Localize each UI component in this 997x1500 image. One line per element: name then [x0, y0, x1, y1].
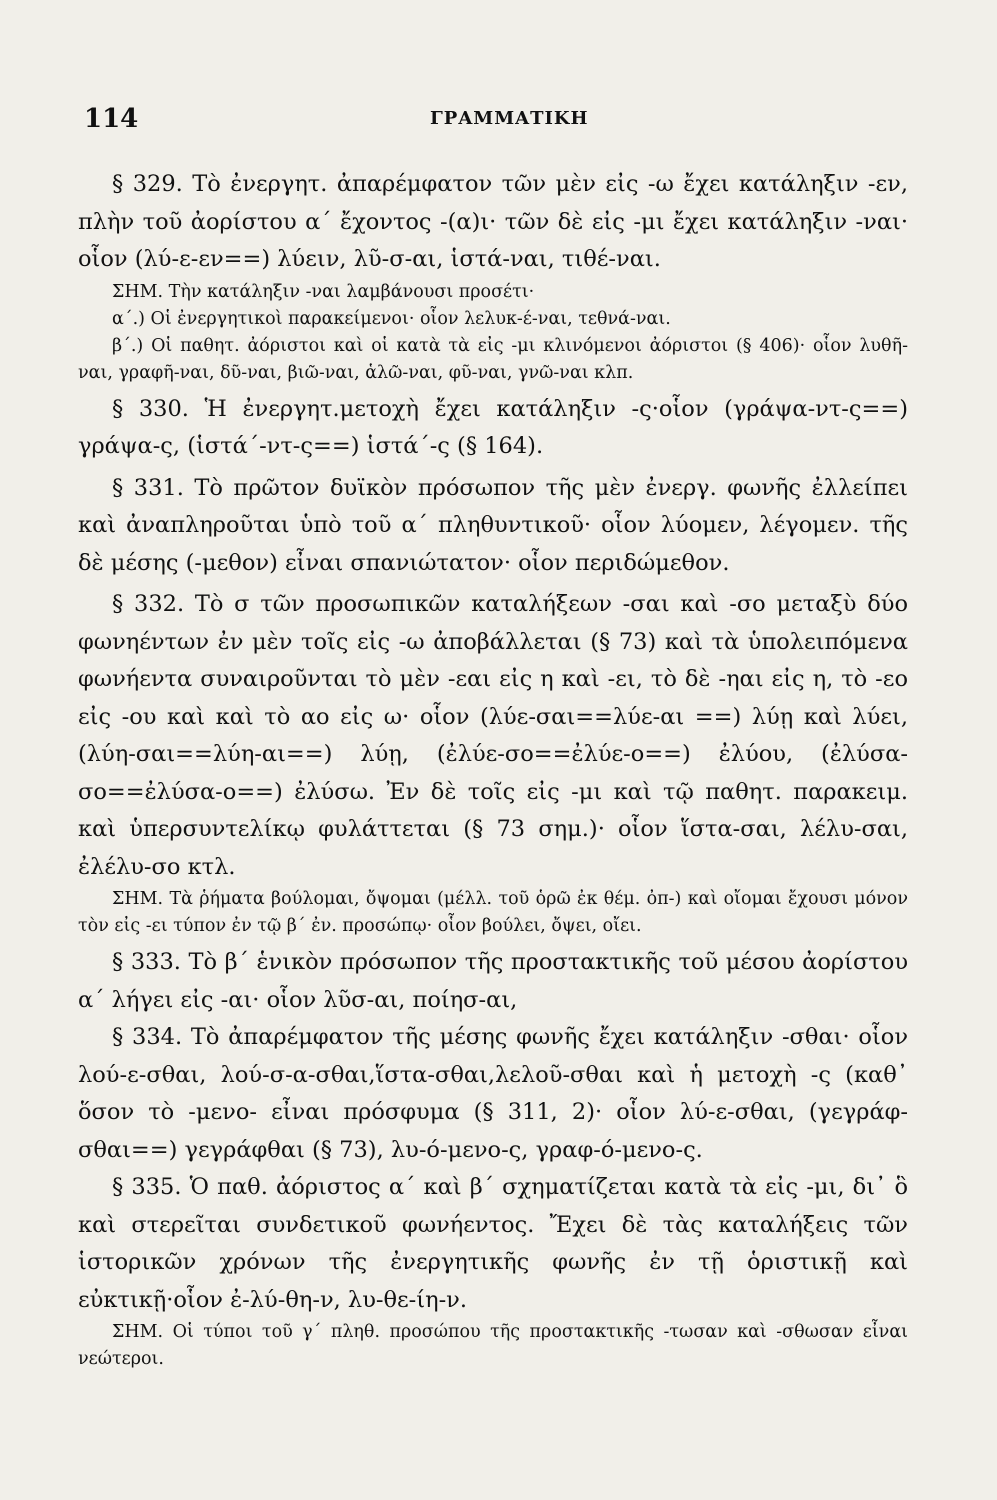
- note-329-title: ΣΗΜ. Τὴν κατάληξιν -ναι λαμβάνουσι προσέτι·: [112, 281, 535, 302]
- book-page: [78, 100, 908, 1450]
- section-334: § 334. Τὸ ἀπαρέμφατον τῆς μέσης φωνῆς ἔχει κατάληξιν -σθαι· οἷον λού-ε-σθαι, λού-σ-α-σθαι,ἵστα-σθαι,λελοῦ-σθαι καὶ ἡ μετοχὴ -ς (καθ᾿ ὅσον τὸ -μενο- εἶναι πρόσφυμα (§ 311, 2)· οἷον λύ-ε-σθαι, (γεγράφ-σθαι==) γεγράφθαι (§ 73), λυ-ό-μενο-ς, γραφ-ό-μενο-ς.: [78, 1024, 908, 1163]
- section-332: § 332. Τὸ σ τῶν προσωπικῶν καταλήξεων -σαι καὶ -σο μεταξὺ δύο φωνηέντων ἐν μὲν τοῖς εἰς -ω ἀποβάλλεται (§ 73) καὶ τὰ ὑπολειπόμενα φωνήεντα συναιροῦνται τὸ μὲν -εαι εἰς η καὶ -ει, τὸ δὲ -ηαι εἰς η, τὸ -εο εἰς -ου καὶ καὶ τὸ αο εἰς ω· οἷον (λύε-σαι==λύε-αι ==) λύῃ καὶ λύει, (λύη-σαι==λύη-αι==) λύῃ, (ἐλύε-σο==ἐλύε-ο==) ἐλύου, (ἐλύσα-σο==ἐλύσα-ο==) ἐλύσω. Ἐν δὲ τοῖς εἰς -μι καὶ τῷ παθητ. παρακειμ. καὶ ὑπερσυντελίκῳ φυλάττεται (§ 73 σημ.)· οἷον ἵστα-σαι, λέλυ-σαι, ἐλέλυ-σο κτλ.: [78, 591, 908, 880]
- section-330: § 330. Ἡ ἐνεργητ.μετοχὴ ἔχει κατάληξιν -ς·οἷον (γράψα-ντ-ς==) γράψα-ς, (ἱστά΄-ντ-ς==) ἱστά΄-ς (§ 164).: [78, 395, 908, 459]
- note-329-b: β΄.) Οἱ παθητ. ἀόριστοι καὶ οἱ κατὰ τὰ εἰς -μι κλινόμενοι ἀόριστοι (§ 406)· οἷον λυθῆ-ναι, γραφῆ-ναι, δῦ-ναι, βιῶ-ναι, ἁλῶ-ναι, φῦ-ναι, γνῶ-ναι κλπ.: [78, 335, 908, 383]
- page-number: 114: [84, 104, 139, 134]
- section-329: § 329. Τὸ ἐνεργητ. ἀπαρέμφατον τῶν μὲν εἰς -ω ἔχει κατάληξιν -εν, πλὴν τοῦ ἀορίστου α΄ ἔχοντος -(α)ι· τῶν δὲ εἰς -μι ἔχει κατάληξιν -ναι· οἷον (λύ-ε-εν==) λύειν, λῦ-σ-αι, ἱστά-ναι, τιθέ-ναι.: [78, 171, 908, 272]
- note-332: ΣΗΜ. Τὰ ῥήματα βούλομαι, ὄψομαι (μέλλ. τοῦ ὁρῶ ἐκ θέμ. ὀπ-) καὶ οἴομαι ἔχουσι μόνον τὸν εἰς -ει τύπον ἐν τῷ β΄ ἐν. προσώπῳ· οἷον βούλει, ὄψει, οἴει.: [78, 889, 908, 936]
- page-body: [78, 166, 908, 1373]
- running-title: ΓΡΑΜΜΑΤΙΚΗ: [430, 108, 589, 129]
- note-329-a: α΄.) Οἱ ἐνεργητικοὶ παρακείμενοι· οἷον λελυκ-έ-ναι, τεθνά-ναι.: [112, 308, 671, 329]
- note-335: ΣΗΜ. Οἱ τύποι τοῦ γ΄ πληθ. προσώπου τῆς προστακτικῆς -τωσαν καὶ -σθωσαν εἶναι νεώτεροι.: [78, 1322, 908, 1369]
- section-331: § 331. Τὸ πρῶτον δυϊκὸν πρόσωπον τῆς μὲν ἐνεργ. φωνῆς ἐλλείπει καὶ ἀναπληροῦται ὑπὸ τοῦ α΄ πληθυντικοῦ· οἷον λύομεν, λέγομεν. τῆς δὲ μέσης (-μεθον) εἶναι σπανιώτατον· οἷον περιδώμεθον.: [78, 474, 908, 576]
- section-333: § 333. Τὸ β΄ ἑνικὸν πρόσωπον τῆς προστακτικῆς τοῦ μέσου ἀορίστου α΄ λήγει εἰς -αι· οἷον λῦσ-αι, ποίησ-αι,: [78, 949, 908, 1013]
- section-335: § 335. Ὁ παθ. ἀόριστος α΄ καὶ β΄ σχηματίζεται κατὰ τὰ εἰς -μι, δι᾿ ὃ καὶ στερεῖται συνδετικοῦ φωνήεντος. Ἔχει δὲ τὰς καταλήξεις τῶν ἱστορικῶν χρόνων τῆς ἐνεργητικῆς φωνῆς ἐν τῇ ὁριστικῇ καὶ εὐκτικῇ·οἷον ἐ-λύ-θη-ν, λυ-θε-ίη-ν.: [78, 1174, 908, 1313]
- page-header: [78, 100, 908, 140]
